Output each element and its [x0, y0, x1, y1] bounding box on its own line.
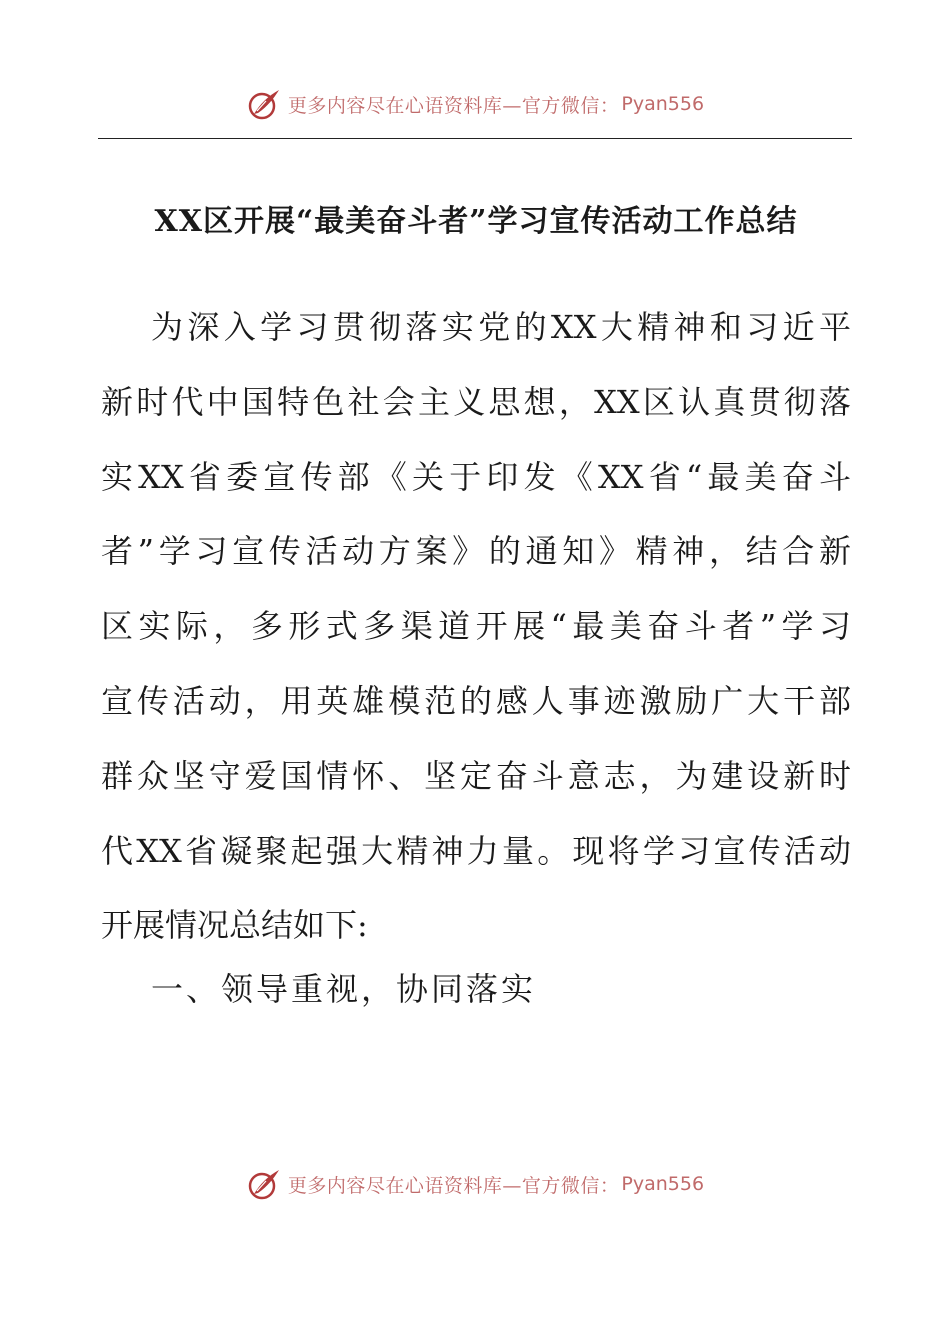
footer-brand-text: 更多内容尽在心语资料库—官方微信：	[287, 1174, 620, 1197]
header-divider	[98, 138, 852, 139]
paragraph-line: 者”学习宣传活动方案》的通知》精神，结合新	[101, 532, 851, 571]
quill-pen-logo-icon	[246, 86, 282, 122]
paragraph-line: 宣传活动，用英雄模范的感人事迹激励广大干部	[101, 681, 851, 720]
paragraph-line: 群众坚守爱国情怀、坚定奋斗意志，为建设新时	[101, 756, 851, 795]
paragraph-line: 新时代中国特色社会主义思想，XX区认真贯彻落	[101, 382, 851, 421]
paragraph-line: 开展情况总结如下:	[101, 906, 368, 945]
paragraph-line: 为深入学习贯彻落实党的XX大精神和习近平	[151, 308, 851, 346]
paragraph-line: 区实际，多形式多渠道开展“最美奋斗者”学习	[101, 607, 851, 646]
document-title: XX区开展“最美奋斗者”学习宣传活动工作总结	[154, 204, 798, 239]
quill-pen-logo-icon	[246, 1166, 282, 1202]
footer-brand-bar	[0, 1164, 950, 1204]
header-wechat-handle: Pyan556	[621, 93, 705, 115]
paragraph-line: 代XX省凝聚起强大精神力量。现将学习宣传活动	[101, 831, 851, 870]
header-brand-bar	[0, 84, 950, 124]
footer-wechat-handle: Pyan556	[621, 1173, 705, 1195]
body-paragraph	[101, 290, 851, 963]
section-heading: 一、领导重视，协同落实	[151, 970, 537, 1008]
paragraph-line: 实XX省委宣传部《关于印发《XX省“最美奋斗	[101, 457, 851, 496]
header-brand-text: 更多内容尽在心语资料库—官方微信：	[287, 94, 620, 117]
